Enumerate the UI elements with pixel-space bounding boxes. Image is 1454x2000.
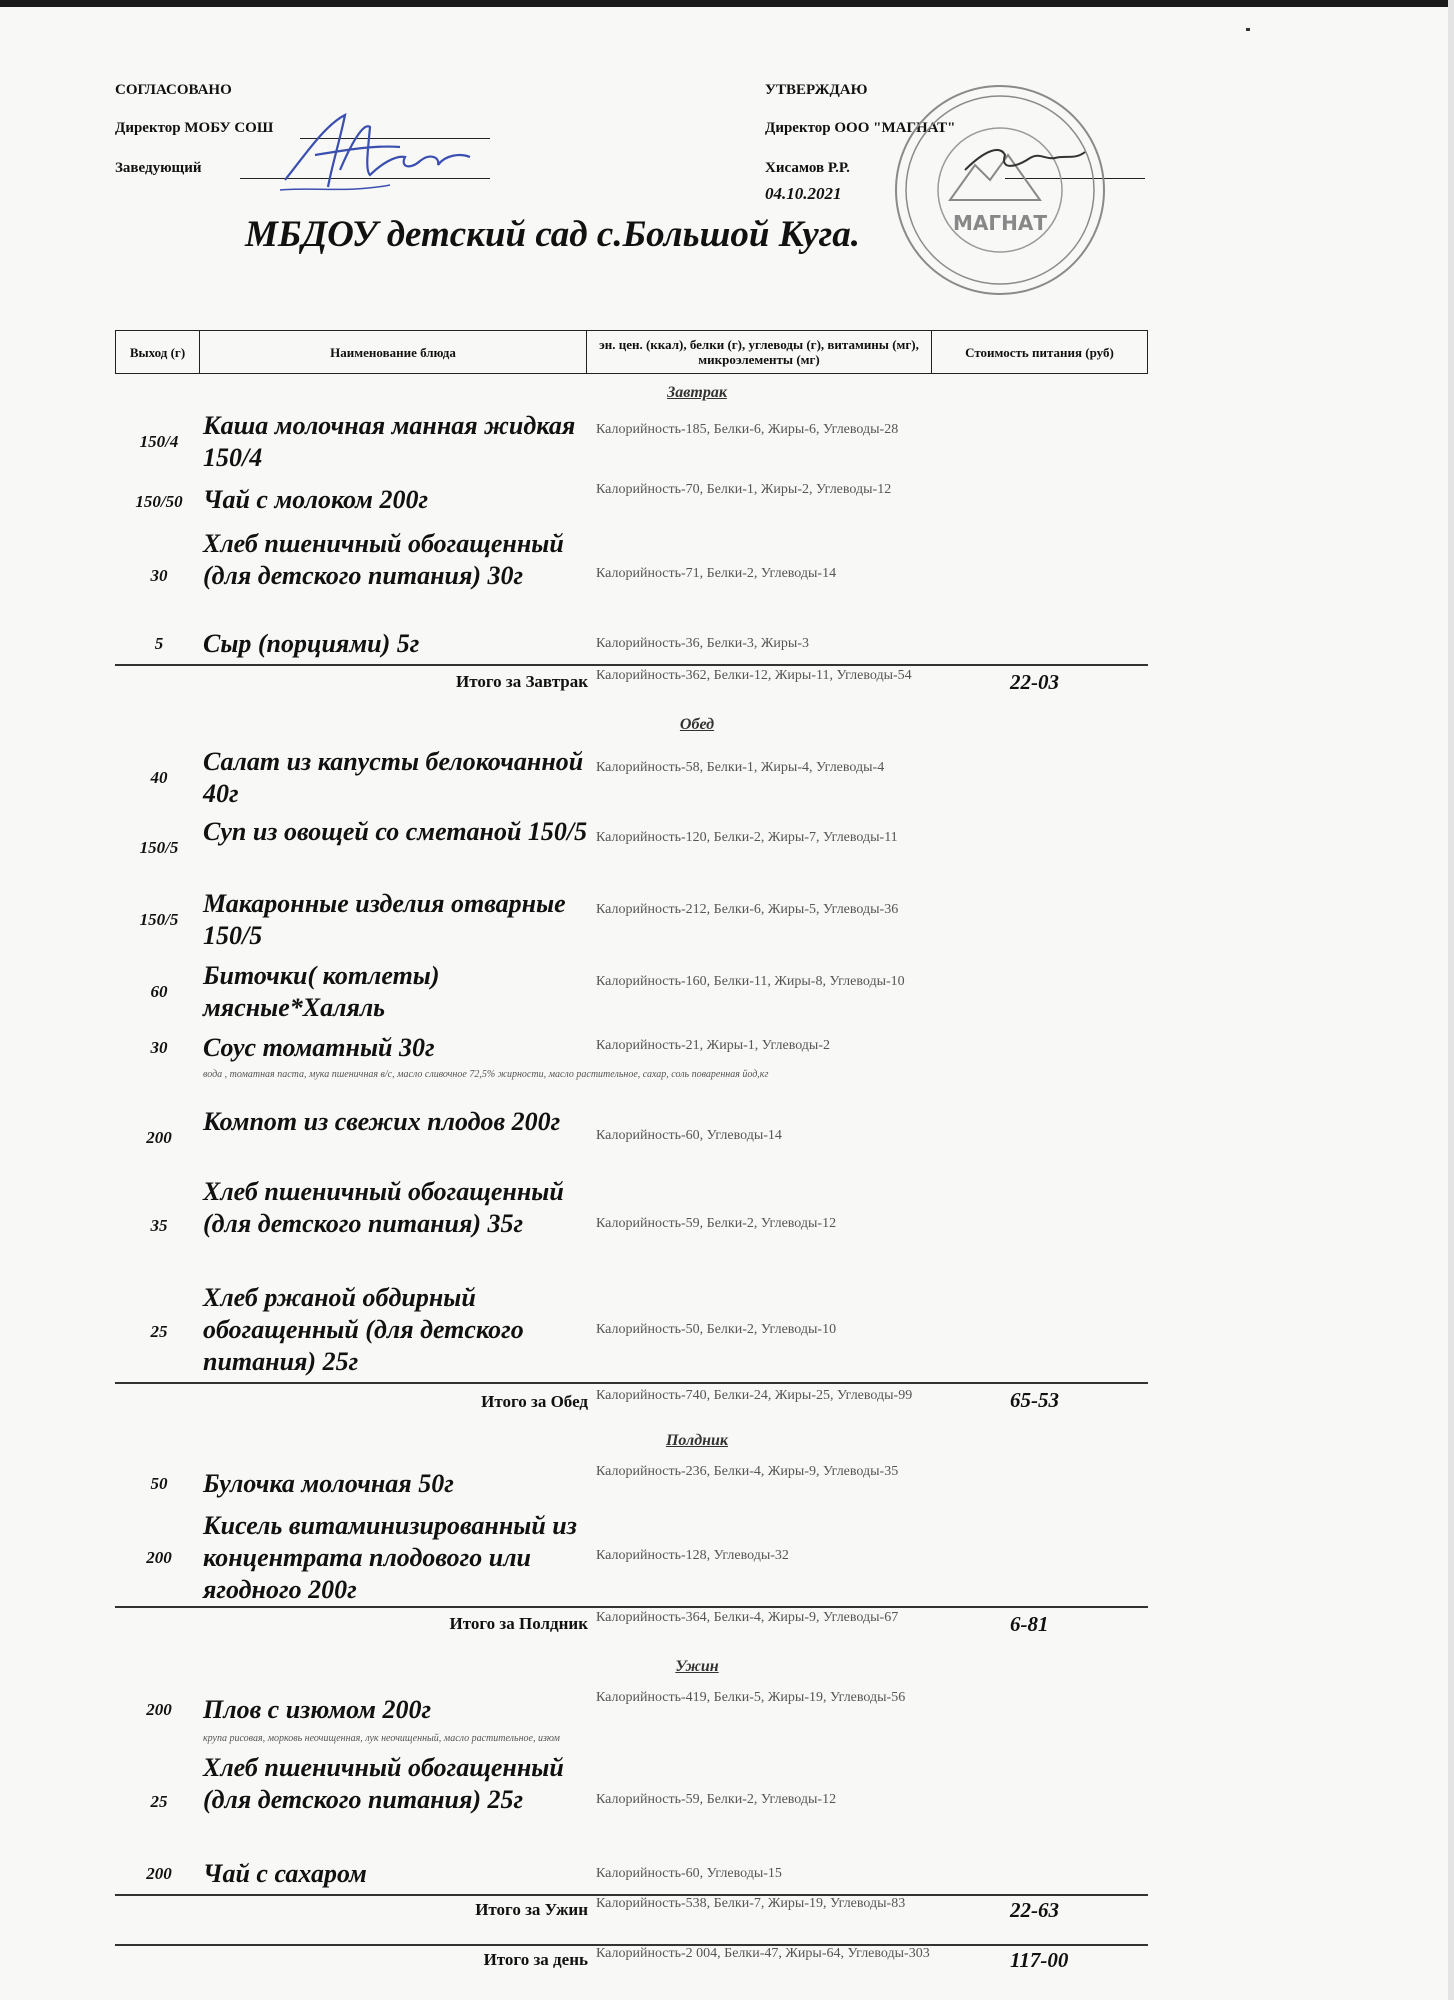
item-dish: Хлеб ржаной обдирный обогащенный (для детского питания) 25г: [203, 1283, 524, 1376]
item-qty: 200: [146, 1864, 172, 1883]
item-dish: Компот из свежих плодов 200г: [203, 1107, 561, 1136]
approval-left-director: Директор МОБУ СОШ: [115, 120, 274, 136]
item-dish: Кисель витаминизированный из концентрата плодового или ягодного 200г: [203, 1511, 577, 1604]
approval-right-title: УТВЕРЖДАЮ: [765, 82, 868, 98]
item-ingredients: вода , томатная паста, мука пшеничная в/с, масло сливочное 72,5% жирности, масло растительное, сахар, соль поваренная йод,кг: [203, 1069, 769, 1080]
total-label: Итого за Полдник: [449, 1614, 588, 1633]
item-nutrition: Калорийность-70, Белки-1, Жиры-2, Углеводы-12: [596, 482, 892, 497]
page-title: МБДОУ детский сад с.Большой Куга.: [245, 214, 861, 255]
signature-left: [270, 95, 480, 205]
section-title: Полдник: [665, 1432, 729, 1449]
item-nutrition: Калорийность-212, Белки-6, Жиры-5, Углеводы-36: [596, 902, 899, 917]
item-qty: 30: [150, 566, 168, 585]
item-nutrition: Калорийность-236, Белки-4, Жиры-9, Углеводы-35: [596, 1464, 899, 1479]
scan-speck: [1246, 28, 1250, 31]
item-qty: 150/5: [139, 910, 179, 929]
item-dish: Салат из капусты белокочанной 40г: [203, 747, 584, 808]
item-nutrition: Калорийность-50, Белки-2, Углеводы-10: [596, 1322, 837, 1337]
section-title: Завтрак: [667, 384, 727, 401]
item-nutrition: Калорийность-60, Углеводы-15: [596, 1866, 782, 1881]
item-dish: Булочка молочная 50г: [203, 1469, 454, 1498]
approval-right-director: Директор ООО "МАГНАТ": [765, 120, 956, 136]
item-qty: 150/50: [135, 492, 183, 511]
total-label: Итого за Ужин: [475, 1900, 588, 1919]
item-dish: Плов с изюмом 200г: [203, 1695, 432, 1724]
total-nutrition: Калорийность-740, Белки-24, Жиры-25, Углеводы-99: [596, 1388, 913, 1403]
stamp-text: МАГНАТ: [953, 211, 1047, 235]
scan-top-border: [0, 0, 1454, 7]
item-dish: Суп из овощей со сметаной 150/5: [203, 817, 588, 846]
item-dish: Макаронные изделия отварные 150/5: [203, 889, 566, 950]
scan-right-edge: [1448, 0, 1454, 2000]
total-nutrition: Калорийность-362, Белки-12, Жиры-11, Углеводы-54: [596, 668, 912, 683]
item-qty: 200: [146, 1700, 172, 1719]
item-qty: 50: [150, 1474, 168, 1493]
section-title: Обед: [679, 716, 715, 733]
menu-table-header: [115, 330, 1148, 374]
total-cost: 22-03: [1010, 670, 1059, 694]
item-qty: 5: [154, 634, 164, 653]
item-dish: Сыр (порциями) 5г: [203, 629, 420, 658]
signature-right: [960, 130, 1090, 190]
approval-left-head: Заведующий: [115, 160, 202, 176]
total-nutrition: Калорийность-538, Белки-7, Жиры-19, Углеводы-83: [596, 1896, 906, 1911]
total-label: Итого за Завтрак: [455, 672, 588, 691]
item-qty: 200: [146, 1548, 172, 1567]
item-nutrition: Калорийность-36, Белки-3, Жиры-3: [596, 636, 809, 651]
item-nutrition: Калорийность-59, Белки-2, Углеводы-12: [596, 1216, 837, 1231]
col-cost-header: Стоимость питания (руб): [932, 331, 1148, 374]
approval-right-name: Хисамов Р.Р.: [765, 160, 850, 176]
item-qty: 150/5: [139, 838, 179, 857]
item-qty: 35: [150, 1216, 168, 1235]
section-title: Ужин: [675, 1658, 719, 1675]
item-nutrition: Калорийность-58, Белки-1, Жиры-4, Углеводы-4: [596, 760, 885, 775]
item-dish: Биточки( котлеты) мясные*Халяль: [203, 961, 440, 1022]
item-qty: 40: [150, 768, 168, 787]
approval-right-date: 04.10.2021: [765, 184, 842, 203]
item-dish: Соус томатный 30г: [203, 1033, 435, 1062]
total-nutrition: Калорийность-364, Белки-4, Жиры-9, Углеводы-67: [596, 1610, 899, 1625]
total-cost: 65-53: [1010, 1388, 1059, 1412]
col-qty-header: Выход (г): [116, 331, 200, 374]
day-total-label: Итого за день: [483, 1950, 588, 1969]
total-divider: [115, 1382, 1148, 1384]
item-nutrition: Калорийность-160, Белки-11, Жиры-8, Углеводы-10: [596, 974, 905, 989]
item-dish: Хлеб пшеничный обогащенный (для детского питания) 25г: [203, 1753, 564, 1814]
item-qty: 25: [150, 1322, 168, 1341]
item-qty: 150/4: [139, 432, 179, 451]
item-qty: 200: [146, 1128, 172, 1147]
item-nutrition: Калорийность-59, Белки-2, Углеводы-12: [596, 1792, 837, 1807]
item-qty: 30: [150, 1038, 168, 1057]
item-ingredients: крупа рисовая, морковь неочищенная, лук неочищенный, масло растительное, изюм: [203, 1733, 560, 1744]
col-name-header: Наименование блюда: [200, 331, 587, 374]
col-nutr-header: эн. цен. (ккал), белки (г), углеводы (г), витамины (мг), микроэлементы (мг): [587, 331, 932, 374]
item-dish: Хлеб пшеничный обогащенный (для детского питания) 35г: [203, 1177, 564, 1238]
item-nutrition: Калорийность-120, Белки-2, Жиры-7, Углеводы-11: [596, 830, 898, 845]
item-qty: 25: [150, 1792, 168, 1811]
company-stamp: [890, 80, 1110, 300]
item-nutrition: Калорийность-71, Белки-2, Углеводы-14: [596, 566, 837, 581]
item-qty: 60: [150, 982, 168, 1001]
item-nutrition: Калорийность-21, Жиры-1, Углеводы-2: [596, 1038, 831, 1053]
item-dish: Каша молочная манная жидкая 150/4: [203, 411, 576, 472]
item-dish: Чай с молоком 200г: [203, 485, 429, 514]
day-total-nutrition: Калорийность-2 004, Белки-47, Жиры-64, Углеводы-303: [596, 1946, 930, 1961]
item-nutrition: Калорийность-419, Белки-5, Жиры-19, Углеводы-56: [596, 1690, 906, 1705]
item-nutrition: Калорийность-185, Белки-6, Жиры-6, Углеводы-28: [596, 422, 899, 437]
item-nutrition: Калорийность-128, Углеводы-32: [596, 1548, 789, 1563]
total-cost: 6-81: [1010, 1612, 1049, 1636]
total-label: Итого за Обед: [481, 1392, 588, 1411]
item-dish: Хлеб пшеничный обогащенный (для детского питания) 30г: [203, 529, 564, 590]
day-total-cost: 117-00: [1010, 1948, 1069, 1972]
item-nutrition: Калорийность-60, Углеводы-14: [596, 1128, 782, 1143]
approval-left-title: СОГЛАСОВАНО: [115, 82, 232, 98]
total-cost: 22-63: [1010, 1898, 1059, 1922]
item-dish: Чай с сахаром: [203, 1859, 367, 1888]
